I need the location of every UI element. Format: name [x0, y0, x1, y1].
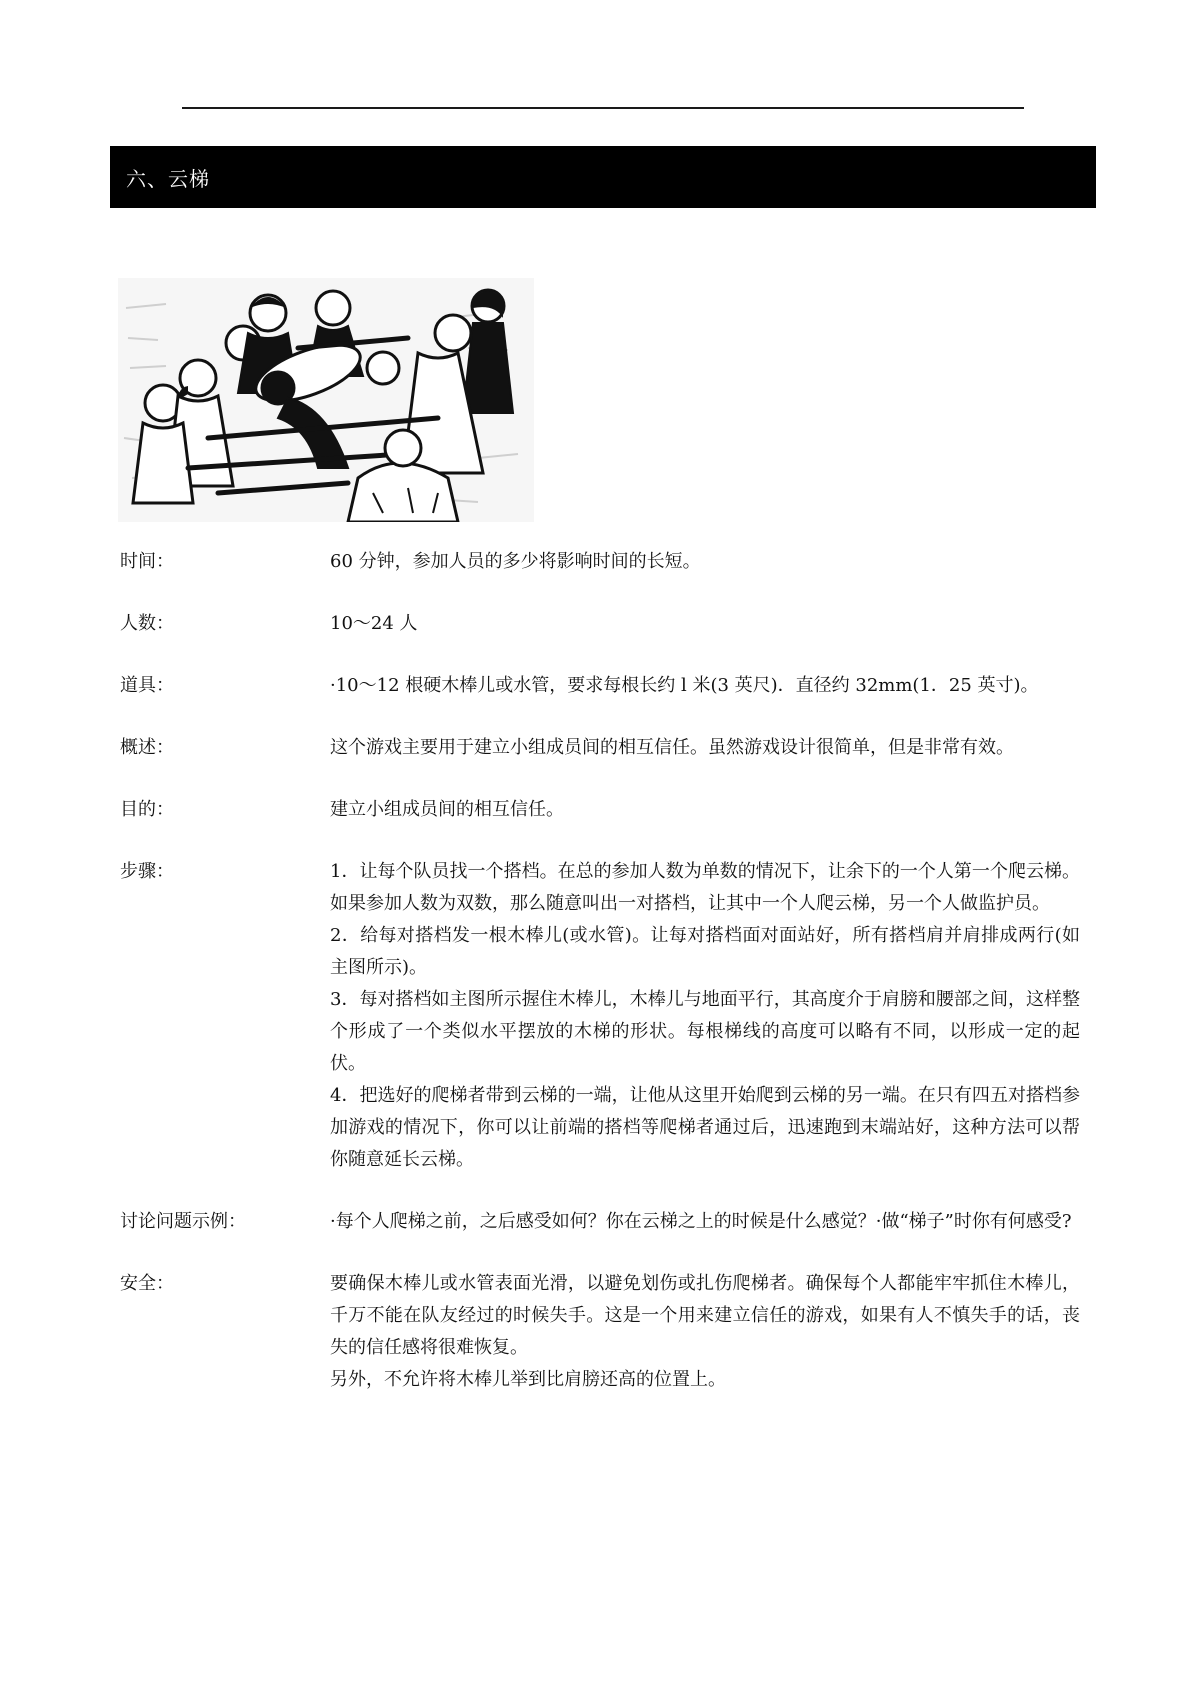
- detail-label: 安全：: [120, 1273, 174, 1294]
- detail-row-overview: [120, 732, 1080, 764]
- detail-value: [330, 546, 1080, 578]
- detail-row-people: [120, 608, 1080, 640]
- detail-paragraph: 3．每对搭档如主图所示握住木棒儿，木棒儿与地面平行，其高度介于肩膀和腰部之间，这样整个形成了一个类似水平摆放的木梯的形状。每根梯线的高度可以略有不同，以形成一定的起伏。: [330, 989, 1080, 1074]
- illustration-drawing: [118, 278, 534, 522]
- detail-value: [330, 856, 1080, 1176]
- detail-value: [330, 1206, 1080, 1238]
- detail-row-steps: [120, 856, 1080, 1176]
- detail-row-discussion: [120, 1206, 1080, 1238]
- people-ladder-illustration: [118, 278, 534, 522]
- detail-label: 时间：: [120, 551, 174, 572]
- detail-row-purpose: [120, 794, 1080, 826]
- section-header: [110, 146, 1096, 208]
- detail-paragraph: ·每个人爬梯之前，之后感受如何？你在云梯之上的时候是什么感觉？·做“梯子”时你有何感受?: [330, 1211, 1072, 1232]
- section-title: 六、云梯: [126, 166, 210, 191]
- detail-label: 目的：: [120, 799, 174, 820]
- detail-value: [330, 670, 1080, 702]
- detail-paragraph: 1．让每个队员找一个搭档。在总的参加人数为单数的情况下，让余下的一个人第一个爬云梯。如果参加人数为双数，那么随意叫出一对搭档，让其中一个人爬云梯，另一个人做监护员。: [330, 861, 1080, 914]
- detail-value: [330, 732, 1080, 764]
- detail-label: 讨论问题示例：: [120, 1211, 246, 1232]
- detail-paragraph: 要确保木棒儿或水管表面光滑，以避免划伤或扎伤爬梯者。确保每个人都能牢牢抓住木棒儿，千万不能在队友经过的时候失手。这是一个用来建立信任的游戏，如果有人不慎失手的话，丧失的信任感将很难恢复。: [330, 1273, 1080, 1358]
- detail-label: 人数：: [120, 613, 174, 634]
- detail-paragraph: 建立小组成员间的相互信任。: [330, 799, 564, 820]
- detail-paragraph: 另外，不允许将木棒儿举到比肩膀还高的位置上。: [330, 1369, 726, 1390]
- detail-paragraph: 这个游戏主要用于建立小组成员间的相互信任。虽然游戏设计很简单，但是非常有效。: [330, 737, 1014, 758]
- activity-details: [120, 546, 1080, 1426]
- detail-paragraph: 2．给每对搭档发一根木棒儿(或水管)。让每对搭档面对面站好，所有搭档肩并肩排成两行(如主图所示)。: [330, 925, 1080, 978]
- top-rule: [182, 107, 1024, 109]
- detail-row-safety: [120, 1268, 1080, 1396]
- detail-value: [330, 1268, 1080, 1396]
- detail-value: [330, 608, 1080, 640]
- detail-paragraph: 10～24 人: [330, 613, 418, 634]
- detail-label: 概述：: [120, 737, 174, 758]
- detail-paragraph: 4．把选好的爬梯者带到云梯的一端，让他从这里开始爬到云梯的另一端。在只有四五对搭档参加游戏的情况下，你可以让前端的搭档等爬梯者通过后，迅速跑到末端站好，这种方法可以帮你随意延长云梯。: [330, 1085, 1080, 1170]
- detail-paragraph: 60 分钟，参加人员的多少将影响时间的长短。: [330, 551, 701, 572]
- detail-row-props: [120, 670, 1080, 702]
- detail-row-time: [120, 546, 1080, 578]
- detail-label: 步骤：: [120, 861, 174, 882]
- detail-value: [330, 794, 1080, 826]
- detail-paragraph: ·10～12 根硬木棒儿或水管，要求每根长约 l 米(3 英尺)．直径约 32mm(1．25 英寸)。: [330, 675, 1039, 696]
- detail-label: 道具：: [120, 675, 174, 696]
